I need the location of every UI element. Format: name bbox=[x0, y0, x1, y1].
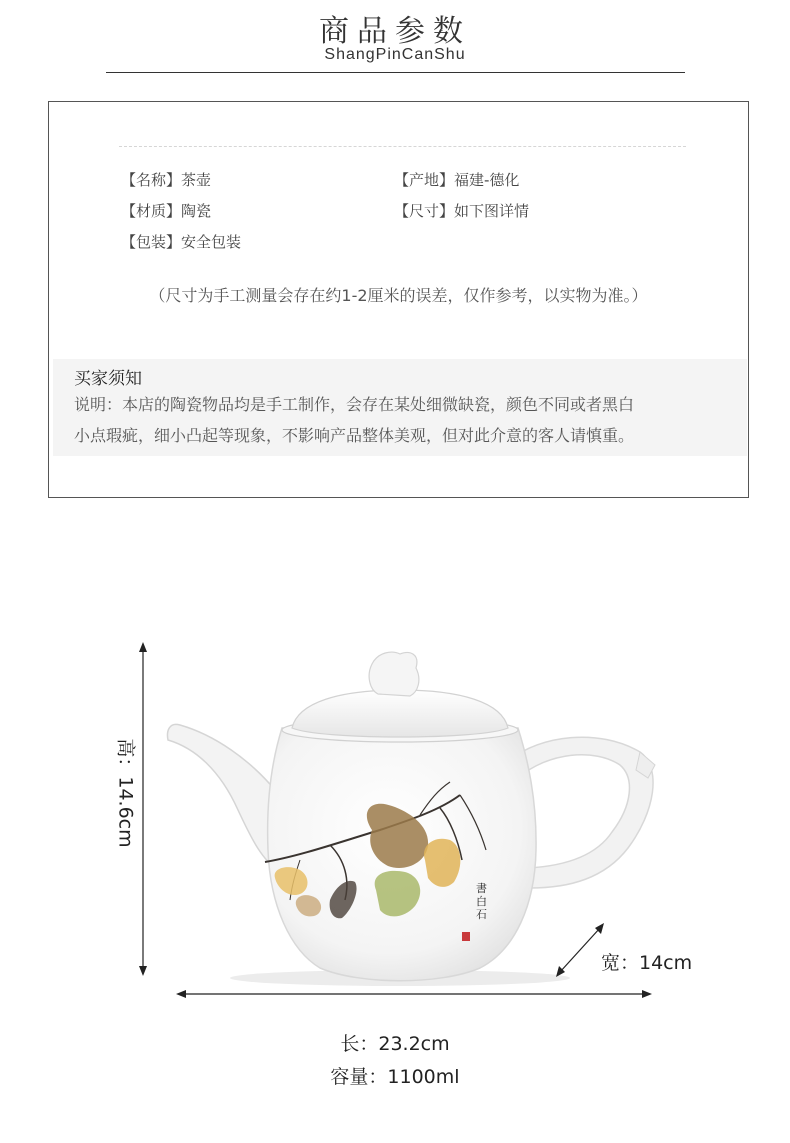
length-label: 长：23.2cm bbox=[340, 1033, 450, 1055]
spec-origin: 【产地】福建-德化 bbox=[394, 171, 520, 189]
length-dimension-arrow bbox=[176, 990, 652, 998]
spec-size: 【尺寸】如下图详情 bbox=[394, 202, 530, 220]
spec-name: 【名称】茶壶 bbox=[121, 171, 212, 189]
spec-material: 【材质】陶瓷 bbox=[121, 202, 212, 220]
section-subtitle: ShangPinCanShu bbox=[324, 46, 466, 63]
buyer-notice-title: 买家须知 bbox=[74, 369, 142, 389]
dashed-divider bbox=[119, 146, 686, 147]
buyer-notice-line-1: 说明：本店的陶瓷物品均是手工制作，会存在某处细微缺瓷，颜色不同或者黑白 bbox=[74, 395, 635, 414]
width-label: 宽：14cm bbox=[601, 952, 693, 974]
capacity-label: 容量：1100ml bbox=[330, 1066, 460, 1088]
parameter-box bbox=[48, 101, 749, 498]
buyer-notice-line-2: 小点瑕疵，细小凸起等现象，不影响产品整体美观，但对此介意的客人请慎重。 bbox=[74, 426, 635, 445]
size-note: （尺寸为手工测量会存在约1-2厘米的误差，仅作参考，以实物为准。） bbox=[149, 286, 648, 305]
height-label: 高：14.6cm bbox=[114, 738, 137, 848]
width-dimension-arrow bbox=[556, 923, 604, 977]
title-divider bbox=[106, 72, 685, 73]
spec-packaging: 【包装】安全包装 bbox=[121, 233, 242, 251]
buyer-notice bbox=[53, 359, 747, 456]
teapot-lid bbox=[292, 690, 508, 737]
teapot-spout bbox=[168, 724, 281, 872]
teapot-knob bbox=[369, 652, 419, 696]
seal-char-1: 書白石 bbox=[476, 882, 487, 921]
section-title: 商品参数 bbox=[319, 14, 471, 49]
